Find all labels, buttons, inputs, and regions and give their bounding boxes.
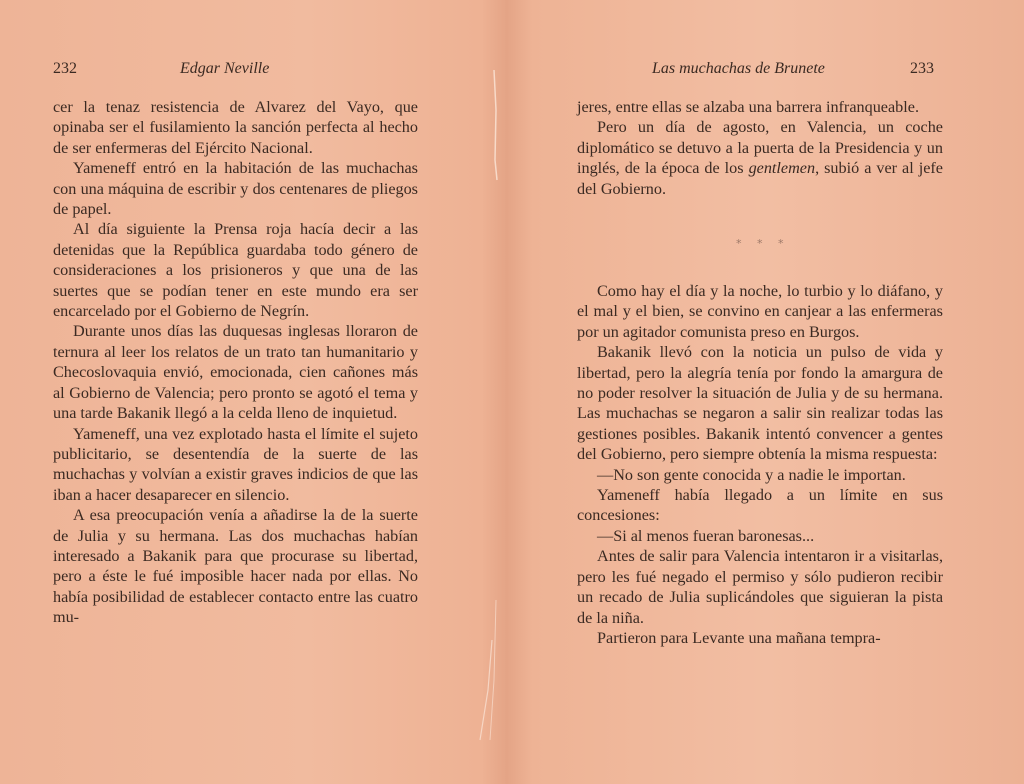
right-page-number: 233 [910, 60, 934, 77]
italic-word: gentlemen [748, 159, 816, 178]
right-paragraph: Bakanik llevó con la noticia un pulso de vida y libertad, pero la alegría tenía por fondo la amargura de no poder resolver la situación de Julia y de su hermana. Las muchachas se negaron a salir sin realizar todas las gestiones posibles. Bakanik intentó convencer a gentes del Gobierno, pero siempre obtenía la misma respuesta: [577, 343, 943, 464]
right-page [510, 0, 1024, 784]
right-paragraph: Como hay el día y la noche, lo turbio y lo diáfano, y el mal y el bien, se convino en canjear a las enfermeras por un agitador comunista preso en Burgos. [577, 282, 943, 341]
left-page [0, 0, 500, 784]
left-page-number: 232 [53, 60, 77, 77]
right-paragraph: —No son gente conocida y a nadie le importan. [597, 465, 906, 484]
section-separator: * * * [736, 237, 790, 250]
paragraph-text: , subió a ver al jefe del Gobierno. [577, 159, 943, 198]
right-running-head: Las muchachas de Brunete [652, 60, 825, 77]
right-body-text-bottom [577, 281, 943, 648]
left-body-text [53, 97, 418, 628]
paragraph-text: Pero un día de agosto, en Valencia, un coche diplomático se detuvo a la puerta de la Presidencia y un inglés, de la época de los [577, 118, 943, 178]
right-body-text-top [577, 97, 943, 199]
right-paragraph: Partieron para Levante una mañana tempra- [597, 628, 881, 647]
left-paragraph: Yameneff entró en la habitación de las muchachas con una máquina de escribir y dos centenares de pliegos de papel. [53, 159, 418, 219]
left-paragraph: cer la tenaz resistencia de Alvarez del Vayo, que opinaba ser el fusilamiento la sanción perfecta al hecho de ser enfermeras del Ejército Nacional. [53, 98, 418, 157]
right-paragraph: —Si al menos fueran baronesas... [597, 526, 815, 545]
right-paragraph: Yameneff había llegado a un límite en sus concesiones: [577, 486, 943, 525]
right-paragraph: Antes de salir para Valencia intentaron ir a visitarlas, pero les fué negado el permiso y sólo pudieron recibir un recado de Julia suplicándoles que siguieran la pista de la niña. [577, 547, 943, 627]
left-paragraph: Al día siguiente la Prensa roja hacía decir a las detenidas que la República guardaba todo género de consideraciones a los prisioneros y que una de las suertes que se podían tener en este mundo era ser encarcelado por el Gobierno de Negrín. [53, 220, 418, 321]
left-running-head: Edgar Neville [180, 60, 270, 77]
right-paragraph [577, 117, 943, 199]
left-paragraph: Durante unos días las duquesas inglesas lloraron de ternura al leer los relatos de un trato tan humanitario y Checoslovaquia envió, emocionada, cien cañones más al Gobierno de Valencia; pero pronto se agotó el tema y una tarde Bakanik llegó a la celda lleno de inquietud. [53, 322, 418, 423]
right-paragraph: jeres, entre ellas se alzaba una barrera infranqueable. [577, 98, 919, 116]
left-paragraph: A esa preocupación venía a añadirse la de la suerte de Julia y su hermana. Las dos muchachas habían interesado a Bakanik para que procurase su libertad, pero a éste le fué imposible hacer nada por ellas. No había posibilidad de establecer contacto entre las cuatro mu- [53, 506, 418, 627]
left-paragraph: Yameneff, una vez explotado hasta el límite el sujeto publicitario, se desentendía de la suerte de las muchachas y volvían a existir graves indicios de que las iban a hacer desaparecer en silencio. [53, 424, 418, 504]
